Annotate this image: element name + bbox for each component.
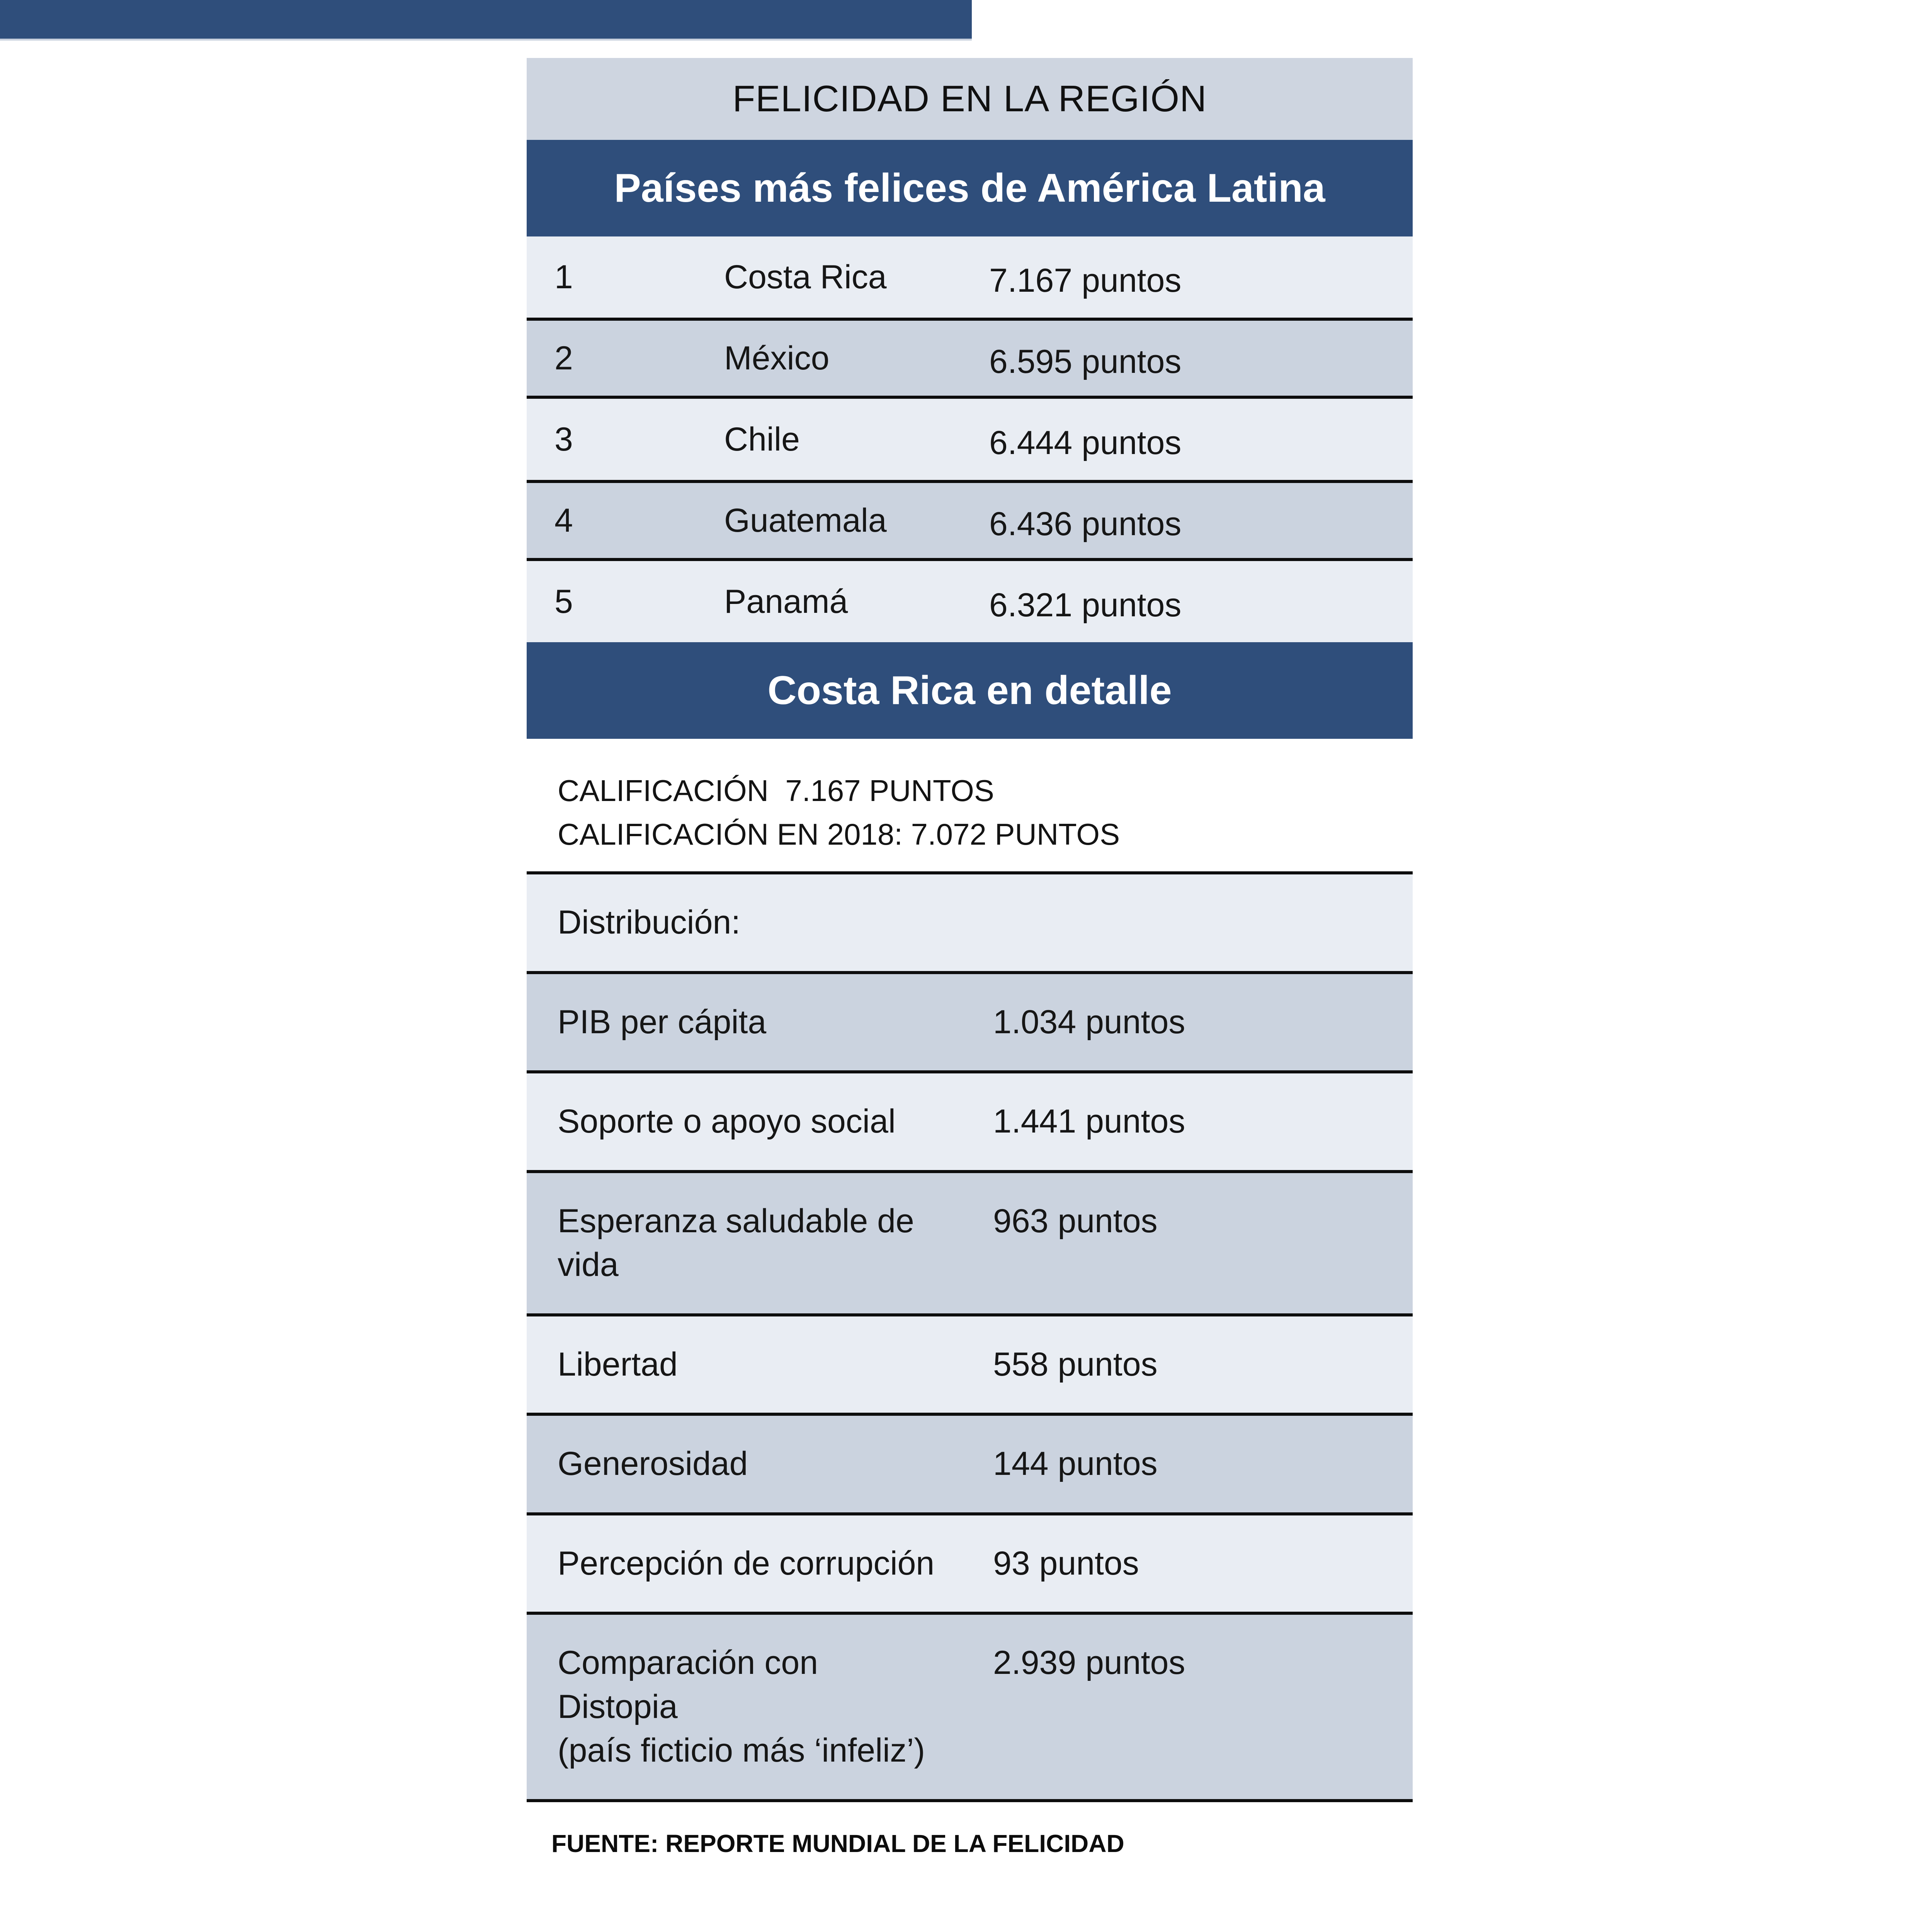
country-points: 6.436 puntos (989, 505, 1182, 543)
detail-label-line: Generosidad (558, 1445, 748, 1483)
detail-row-corrupcion (527, 1512, 1413, 1612)
detail-points: 144 puntos (993, 1445, 1158, 1483)
detail-points: 2.939 puntos (993, 1644, 1185, 1682)
top-accent-bar (0, 0, 972, 41)
country-points: 6.444 puntos (989, 424, 1182, 461)
detail-banner-title: Costa Rica en detalle (767, 668, 1172, 713)
ranking-row-3 (527, 399, 1413, 480)
detail-label (558, 1542, 993, 1586)
ranking-row-5 (527, 561, 1413, 642)
detail-label-line: Distribución: (558, 904, 741, 941)
ranking-banner-title: Países más felices de América Latina (614, 165, 1325, 211)
rank-number: 1 (554, 258, 573, 296)
region-kicker-label: FELICIDAD EN LA REGIÓN (732, 78, 1207, 119)
detail-label (558, 901, 993, 945)
country-name: Chile (724, 420, 800, 458)
detail-label (558, 1100, 993, 1144)
country-points: 6.321 puntos (989, 586, 1182, 624)
detail-label-line: Esperanza saludable de (558, 1202, 914, 1240)
country-name: Costa Rica (724, 258, 887, 296)
detail-points: 963 puntos (993, 1202, 1158, 1240)
detail-label-line: PIB per cápita (558, 1003, 767, 1041)
ranking-row-2 (527, 318, 1413, 399)
detail-points: 1.034 puntos (993, 1003, 1185, 1041)
detail-label-line: Percepción de corrupción (558, 1544, 935, 1582)
country-points: 6.595 puntos (989, 343, 1182, 380)
detail-row-soporte (527, 1070, 1413, 1170)
score-line-current: CALIFICACIÓN 7.167 PUNTOS (558, 774, 994, 808)
detail-label (558, 1343, 993, 1387)
detail-row-libertad (527, 1313, 1413, 1413)
ranking-table (527, 236, 1413, 642)
country-name: México (724, 339, 830, 377)
detail-label-line: Soporte o apoyo social (558, 1103, 896, 1140)
detail-points: 1.441 puntos (993, 1103, 1185, 1140)
detail-label (558, 1442, 993, 1486)
detail-row-generosidad (527, 1413, 1413, 1512)
detail-label (558, 1641, 993, 1773)
region-kicker (527, 58, 1413, 140)
detail-label-line: Libertad (558, 1345, 678, 1383)
country-name: Panamá (724, 583, 848, 620)
detail-label (558, 1000, 993, 1044)
detail-label-line: vida (558, 1246, 619, 1284)
ranking-row-4 (527, 480, 1413, 561)
country-name: Guatemala (724, 502, 887, 539)
detail-row-pib (527, 971, 1413, 1071)
rank-number: 5 (554, 583, 573, 620)
detail-label (558, 1199, 993, 1287)
ranking-banner (527, 140, 1413, 236)
detail-row-distopia (527, 1612, 1413, 1799)
detail-row-distribucion (527, 874, 1413, 971)
source-note: FUENTE: REPORTE MUNDIAL DE LA FELICIDAD (551, 1829, 1124, 1857)
detail-banner (527, 642, 1413, 739)
infographic (527, 58, 1413, 1858)
detail-label-line: Distopia (558, 1688, 678, 1725)
rank-number: 3 (554, 420, 573, 458)
ranking-row-1 (527, 236, 1413, 318)
rank-number: 4 (554, 502, 573, 539)
score-summary (527, 769, 1413, 856)
country-points: 7.167 puntos (989, 262, 1182, 299)
detail-row-esperanza (527, 1170, 1413, 1313)
distribution-table (527, 871, 1413, 1802)
detail-points: 93 puntos (993, 1544, 1139, 1582)
score-line-2018: CALIFICACIÓN EN 2018: 7.072 PUNTOS (558, 817, 1120, 852)
detail-points: 558 puntos (993, 1345, 1158, 1383)
detail-label-line: Comparación con (558, 1644, 818, 1682)
rank-number: 2 (554, 339, 573, 377)
detail-label-line: (país ficticio más ‘infeliz’) (558, 1732, 925, 1769)
